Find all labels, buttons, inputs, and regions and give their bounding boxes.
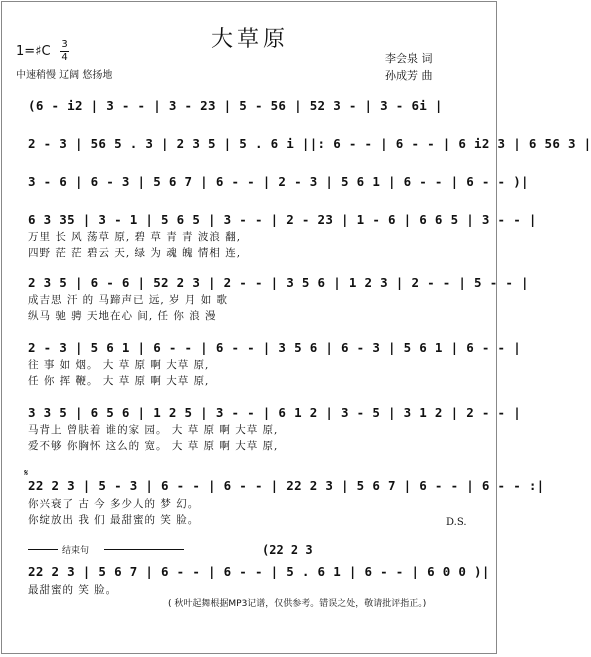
key-signature: 1=♯C: [16, 44, 51, 59]
notation-row: 2 3 5 | 6 - 6 | 52 2 3 | 2 - - | 3 5 6 | 1 2 3 | 2 - - | 5 - - |: [28, 275, 529, 290]
notation-row: 22 2 3 | 5 - 3 | 6 - - | 6 - - | 22 2 3 | 5 6 7 | 6 - - | 6 - - :|: [28, 478, 545, 493]
lyric-line: 万里 长 风 荡草 原, 碧 草 青 青 波浪 翻,: [28, 231, 242, 243]
lyric-line: 成吉思 汗 的 马蹄声已 远, 岁 月 如 歌: [28, 294, 229, 306]
notation-row: (6 - i2 | 3 - - | 3 - 23 | 5 - 56 | 52 3 - | 3 - 6i |: [28, 98, 443, 113]
song-title: 大草原: [210, 27, 289, 52]
notation-row: 2 - 3 | 56 5 . 3 | 2 3 5 | 5 . 6 i ||: 6 - - | 6 - - | 6 i2 3 | 6 56 3 |: [28, 136, 591, 151]
meter-top: 3: [61, 39, 68, 50]
end-phrase-label: 结束句: [62, 546, 90, 556]
segno-sign: 𝄋: [24, 468, 29, 479]
notation-row: 3 3 5 | 6 5 6 | 1 2 5 | 3 - - | 6 1 2 | 3 - 5 | 3 1 2 | 2 - - |: [28, 405, 522, 420]
lyric-line: 往 事 如 烟。 大 草 原 啊 大草 原,: [28, 359, 210, 371]
lyric-line: 任 你 挥 鞭。 大 草 原 啊 大草 原,: [28, 375, 210, 387]
lyricist-credit: 李会泉 词: [385, 52, 433, 65]
notation-row: 3 - 6 | 6 - 3 | 5 6 7 | 6 - - | 2 - 3 | 5 6 1 | 6 - - | 6 - - )|: [28, 174, 529, 189]
tempo-marking: 中速稍慢 辽阔 悠扬地: [16, 70, 113, 81]
lyric-line: 你绽放出 我 们 最甜蜜的 笑 脸。: [28, 514, 200, 526]
lyric-line: 最甜蜜的 笑 脸。: [28, 584, 118, 596]
end-line-left: [28, 549, 58, 550]
notation-row: 6 3 35 | 3 - 1 | 5 6 5 | 3 - - | 2 - 23 | 1 - 6 | 6 6 5 | 3 - - |: [28, 212, 537, 227]
lyric-line: 四野 茫 茫 碧云 天, 绿 为 魂 魄 情相 连,: [28, 247, 242, 259]
lyric-line: 你兴衰了 古 今 多少人的 梦 幻。: [28, 498, 200, 510]
notation-row: 2 - 3 | 5 6 1 | 6 - - | 6 - - | 3 5 6 | 6 - 3 | 5 6 1 | 6 - - |: [28, 340, 522, 355]
lyric-line: 马背上 曾肤着 谁的家 园。 大 草 原 啊 大草 原,: [28, 424, 279, 436]
transcription-note: ( 秋叶起舞根据MP3记谱，仅供参考。错误之处，敬请批评指正。): [168, 599, 427, 609]
lyric-line: 爱不够 你胸怀 这么的 宽。 大 草 原 啊 大草 原,: [28, 440, 279, 452]
notation-row: 22 2 3 | 5 6 7 | 6 - - | 6 - - | 5 . 6 1 | 6 - - | 6 0 0 )|: [28, 564, 490, 579]
repeat-lead-notes: (22 2 3: [262, 543, 313, 557]
time-signature: [60, 40, 69, 63]
meter-bottom: 4: [61, 52, 68, 63]
end-line-right: [104, 549, 184, 550]
composer-credit: 孙成芳 曲: [385, 69, 433, 82]
lyric-line: 纵马 驰 骋 天地在心 间, 任 你 浪 漫: [28, 310, 217, 322]
ds-marking: D.S.: [446, 517, 467, 528]
